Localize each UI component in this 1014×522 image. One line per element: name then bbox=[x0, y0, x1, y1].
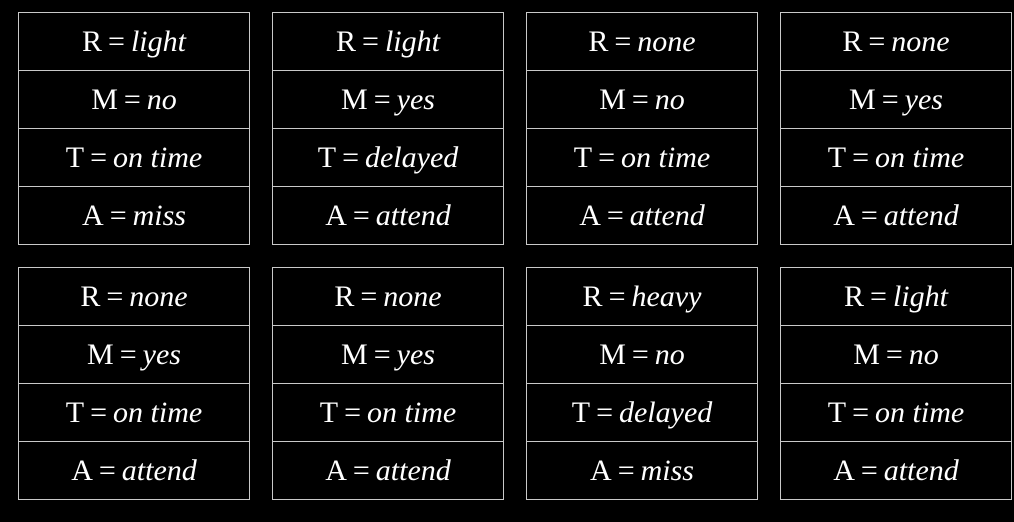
attribute-key: A bbox=[325, 453, 347, 487]
attribute-row-t bbox=[527, 384, 757, 442]
instance-card bbox=[526, 267, 758, 500]
attribute-row-a bbox=[19, 442, 249, 499]
attribute-value: light bbox=[130, 24, 186, 58]
attribute-row-t bbox=[527, 129, 757, 187]
attribute-key: R bbox=[582, 279, 603, 313]
attribute-value: attend bbox=[629, 198, 705, 232]
equals-sign: = bbox=[362, 24, 379, 58]
equals-sign: = bbox=[373, 82, 391, 116]
attribute-row-r bbox=[273, 268, 503, 326]
equals-sign: = bbox=[109, 198, 127, 232]
attribute-value: no bbox=[654, 82, 685, 116]
equals-sign: = bbox=[631, 337, 649, 371]
equals-sign: = bbox=[852, 395, 870, 429]
attribute-key: A bbox=[833, 453, 855, 487]
attribute-key: T bbox=[65, 395, 85, 429]
attribute-value: miss bbox=[132, 198, 186, 232]
attribute-key: A bbox=[325, 198, 347, 232]
attribute-value: on time bbox=[875, 140, 965, 174]
attribute-row-m bbox=[781, 71, 1011, 129]
attribute-key: R bbox=[334, 279, 355, 313]
attribute-key: T bbox=[573, 140, 593, 174]
equals-sign: = bbox=[870, 279, 887, 313]
instance-card bbox=[780, 12, 1012, 245]
attribute-row-m bbox=[273, 71, 503, 129]
equals-sign: = bbox=[119, 337, 137, 371]
attribute-value: none bbox=[383, 279, 442, 313]
attribute-value: delayed bbox=[364, 140, 459, 174]
equals-sign: = bbox=[98, 453, 116, 487]
attribute-row-r bbox=[19, 268, 249, 326]
equals-sign: = bbox=[106, 279, 124, 313]
attribute-value: on time bbox=[621, 140, 711, 174]
equals-sign: = bbox=[608, 279, 626, 313]
equals-sign: = bbox=[352, 198, 370, 232]
attribute-key: T bbox=[571, 395, 591, 429]
equals-sign: = bbox=[344, 395, 362, 429]
attribute-value: attend bbox=[883, 198, 959, 232]
attribute-value: no bbox=[654, 337, 685, 371]
attribute-row-r bbox=[527, 13, 757, 71]
attribute-row-t bbox=[781, 384, 1011, 442]
attribute-key: R bbox=[842, 24, 863, 58]
attribute-key: M bbox=[849, 82, 876, 116]
attribute-value: on time bbox=[113, 395, 203, 429]
equals-sign: = bbox=[617, 453, 635, 487]
attribute-value: light bbox=[384, 24, 440, 58]
equals-sign: = bbox=[90, 140, 108, 174]
attribute-value: attend bbox=[121, 453, 197, 487]
equals-sign: = bbox=[598, 140, 616, 174]
attribute-row-a bbox=[527, 442, 757, 499]
attribute-key: A bbox=[579, 198, 601, 232]
attribute-key: M bbox=[853, 337, 880, 371]
equals-sign: = bbox=[606, 198, 624, 232]
attribute-value: none bbox=[637, 24, 696, 58]
attribute-value: no bbox=[146, 82, 177, 116]
equals-sign: = bbox=[90, 395, 108, 429]
attribute-key: M bbox=[341, 337, 368, 371]
equals-sign: = bbox=[360, 279, 378, 313]
attribute-row-t bbox=[273, 384, 503, 442]
equals-sign: = bbox=[860, 198, 878, 232]
attribute-key: T bbox=[317, 140, 337, 174]
attribute-key: R bbox=[82, 24, 103, 58]
attribute-row-t bbox=[19, 384, 249, 442]
instance-card bbox=[526, 12, 758, 245]
attribute-value: on time bbox=[875, 395, 965, 429]
equals-sign: = bbox=[631, 82, 649, 116]
attribute-key: R bbox=[336, 24, 357, 58]
attribute-row-t bbox=[19, 129, 249, 187]
attribute-key: T bbox=[827, 140, 847, 174]
instance-card bbox=[272, 267, 504, 500]
attribute-key: M bbox=[91, 82, 118, 116]
attribute-row-a bbox=[527, 187, 757, 244]
attribute-row-r bbox=[19, 13, 249, 71]
attribute-value: none bbox=[891, 24, 950, 58]
instance-card bbox=[18, 267, 250, 500]
attribute-key: M bbox=[599, 82, 626, 116]
attribute-key: A bbox=[82, 198, 104, 232]
attribute-row-m bbox=[527, 326, 757, 384]
attribute-row-a bbox=[273, 442, 503, 499]
equals-sign: = bbox=[108, 24, 125, 58]
instance-card bbox=[780, 267, 1012, 500]
attribute-row-r bbox=[781, 268, 1011, 326]
attribute-value: attend bbox=[375, 198, 451, 232]
attribute-value: attend bbox=[375, 453, 451, 487]
attribute-key: M bbox=[599, 337, 626, 371]
equals-sign: = bbox=[596, 395, 613, 429]
attribute-row-a bbox=[781, 442, 1011, 499]
attribute-row-m bbox=[527, 71, 757, 129]
attribute-key: A bbox=[590, 453, 612, 487]
attribute-row-a bbox=[781, 187, 1011, 244]
attribute-key: T bbox=[827, 395, 847, 429]
equals-sign: = bbox=[342, 140, 359, 174]
equals-sign: = bbox=[352, 453, 370, 487]
attribute-value: attend bbox=[883, 453, 959, 487]
attribute-key: T bbox=[319, 395, 339, 429]
instance-card bbox=[18, 12, 250, 245]
attribute-key: A bbox=[833, 198, 855, 232]
attribute-value: yes bbox=[396, 82, 435, 116]
attribute-row-r bbox=[527, 268, 757, 326]
equals-sign: = bbox=[881, 82, 899, 116]
equals-sign: = bbox=[868, 24, 886, 58]
instance-card bbox=[272, 12, 504, 245]
attribute-value: light bbox=[892, 279, 948, 313]
equals-sign: = bbox=[123, 82, 141, 116]
attribute-row-a bbox=[273, 187, 503, 244]
attribute-value: none bbox=[129, 279, 188, 313]
attribute-value: yes bbox=[142, 337, 181, 371]
attribute-value: on time bbox=[113, 140, 203, 174]
attribute-row-r bbox=[781, 13, 1011, 71]
attribute-key: M bbox=[341, 82, 368, 116]
attribute-key: R bbox=[80, 279, 101, 313]
attribute-row-m bbox=[19, 71, 249, 129]
equals-sign: = bbox=[860, 453, 878, 487]
attribute-key: M bbox=[87, 337, 114, 371]
equals-sign: = bbox=[614, 24, 632, 58]
attribute-row-m bbox=[273, 326, 503, 384]
attribute-value: miss bbox=[640, 453, 694, 487]
attribute-value: yes bbox=[396, 337, 435, 371]
attribute-row-t bbox=[273, 129, 503, 187]
equals-sign: = bbox=[373, 337, 391, 371]
equals-sign: = bbox=[852, 140, 870, 174]
attribute-value: yes bbox=[904, 82, 943, 116]
attribute-row-r bbox=[273, 13, 503, 71]
equals-sign: = bbox=[885, 337, 903, 371]
attribute-key: R bbox=[588, 24, 609, 58]
attribute-value: heavy bbox=[631, 279, 702, 313]
attribute-key: R bbox=[844, 279, 865, 313]
attribute-key: A bbox=[71, 453, 93, 487]
attribute-key: T bbox=[65, 140, 85, 174]
attribute-row-a bbox=[19, 187, 249, 244]
attribute-row-t bbox=[781, 129, 1011, 187]
attribute-row-m bbox=[781, 326, 1011, 384]
attribute-row-m bbox=[19, 326, 249, 384]
attribute-value: on time bbox=[367, 395, 457, 429]
attribute-value: no bbox=[908, 337, 939, 371]
attribute-value: delayed bbox=[618, 395, 713, 429]
